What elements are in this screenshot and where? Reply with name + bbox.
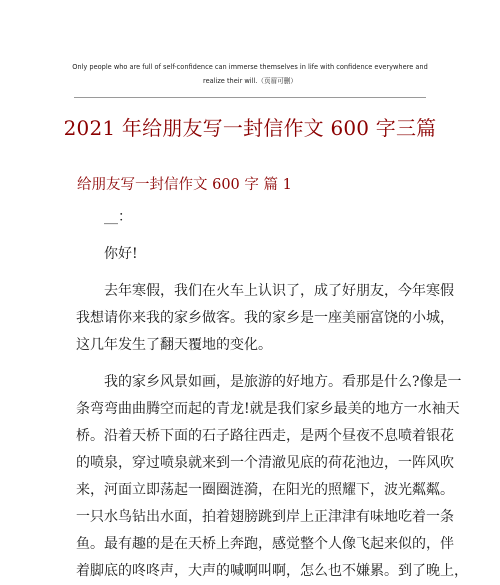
document-title: 2021 年给朋友写一封信作文 600 字三篇 bbox=[63, 116, 437, 140]
paragraph-2 bbox=[76, 369, 468, 585]
paragraph-2-line: 鱼。最有趣的是在天桥上奔跑，感觉整个人像飞起来似的，伴 bbox=[76, 536, 454, 552]
header-note-line-1: Only people who are full of self-confidence can immerse themselves in life with confidence everywhere and bbox=[72, 63, 428, 71]
page-header-note bbox=[60, 60, 440, 88]
header-divider bbox=[74, 97, 426, 98]
paragraph-2-line: 我的家乡风景如画，是旅游的好地方。看那是什么?像是一 bbox=[104, 374, 462, 390]
paragraph-2-line: 桥。沿着天桥下面的石子路往西走，是两个昼夜不息喷着银花 bbox=[76, 428, 454, 444]
recipient-blank: __： bbox=[104, 209, 132, 225]
greeting: 你好! bbox=[104, 246, 138, 262]
paragraph-1-line: 我想请你来我的家乡做客。我的家乡是一座美丽富饶的小城， bbox=[76, 310, 454, 326]
paragraph-2-line: 着脚底的咚咚声，大声的喊啊叫啊，怎么也不嫌累。到了晚上， bbox=[76, 563, 468, 579]
section-title: 给朋友写一封信作文 600 字 篇 1 bbox=[77, 177, 292, 193]
paragraph-1 bbox=[76, 278, 454, 359]
paragraph-2-line: 的喷泉，穿过喷泉就来到一个清澈见底的荷花池边，一阵风吹 bbox=[76, 455, 454, 471]
paragraph-2-line: 条弯弯曲曲腾空而起的青龙!就是我们家乡最美的地方一水袖天 bbox=[76, 401, 460, 417]
paragraph-2-line: 来，河面立即荡起一圈圈涟漪，在阳光的照耀下，波光粼粼。 bbox=[76, 482, 454, 498]
paragraph-2-line: 一只水鸟钻出水面，拍着翅膀跳到岸上正津津有味地吃着一条 bbox=[76, 509, 454, 525]
paragraph-1-line: 去年寒假，我们在火车上认识了，成了好朋友，今年寒假 bbox=[104, 283, 454, 299]
paragraph-1-line: 这几年发生了翻天覆地的变化。 bbox=[76, 337, 272, 353]
header-note-line-2: realize their will.（页眉可删） bbox=[203, 77, 297, 85]
